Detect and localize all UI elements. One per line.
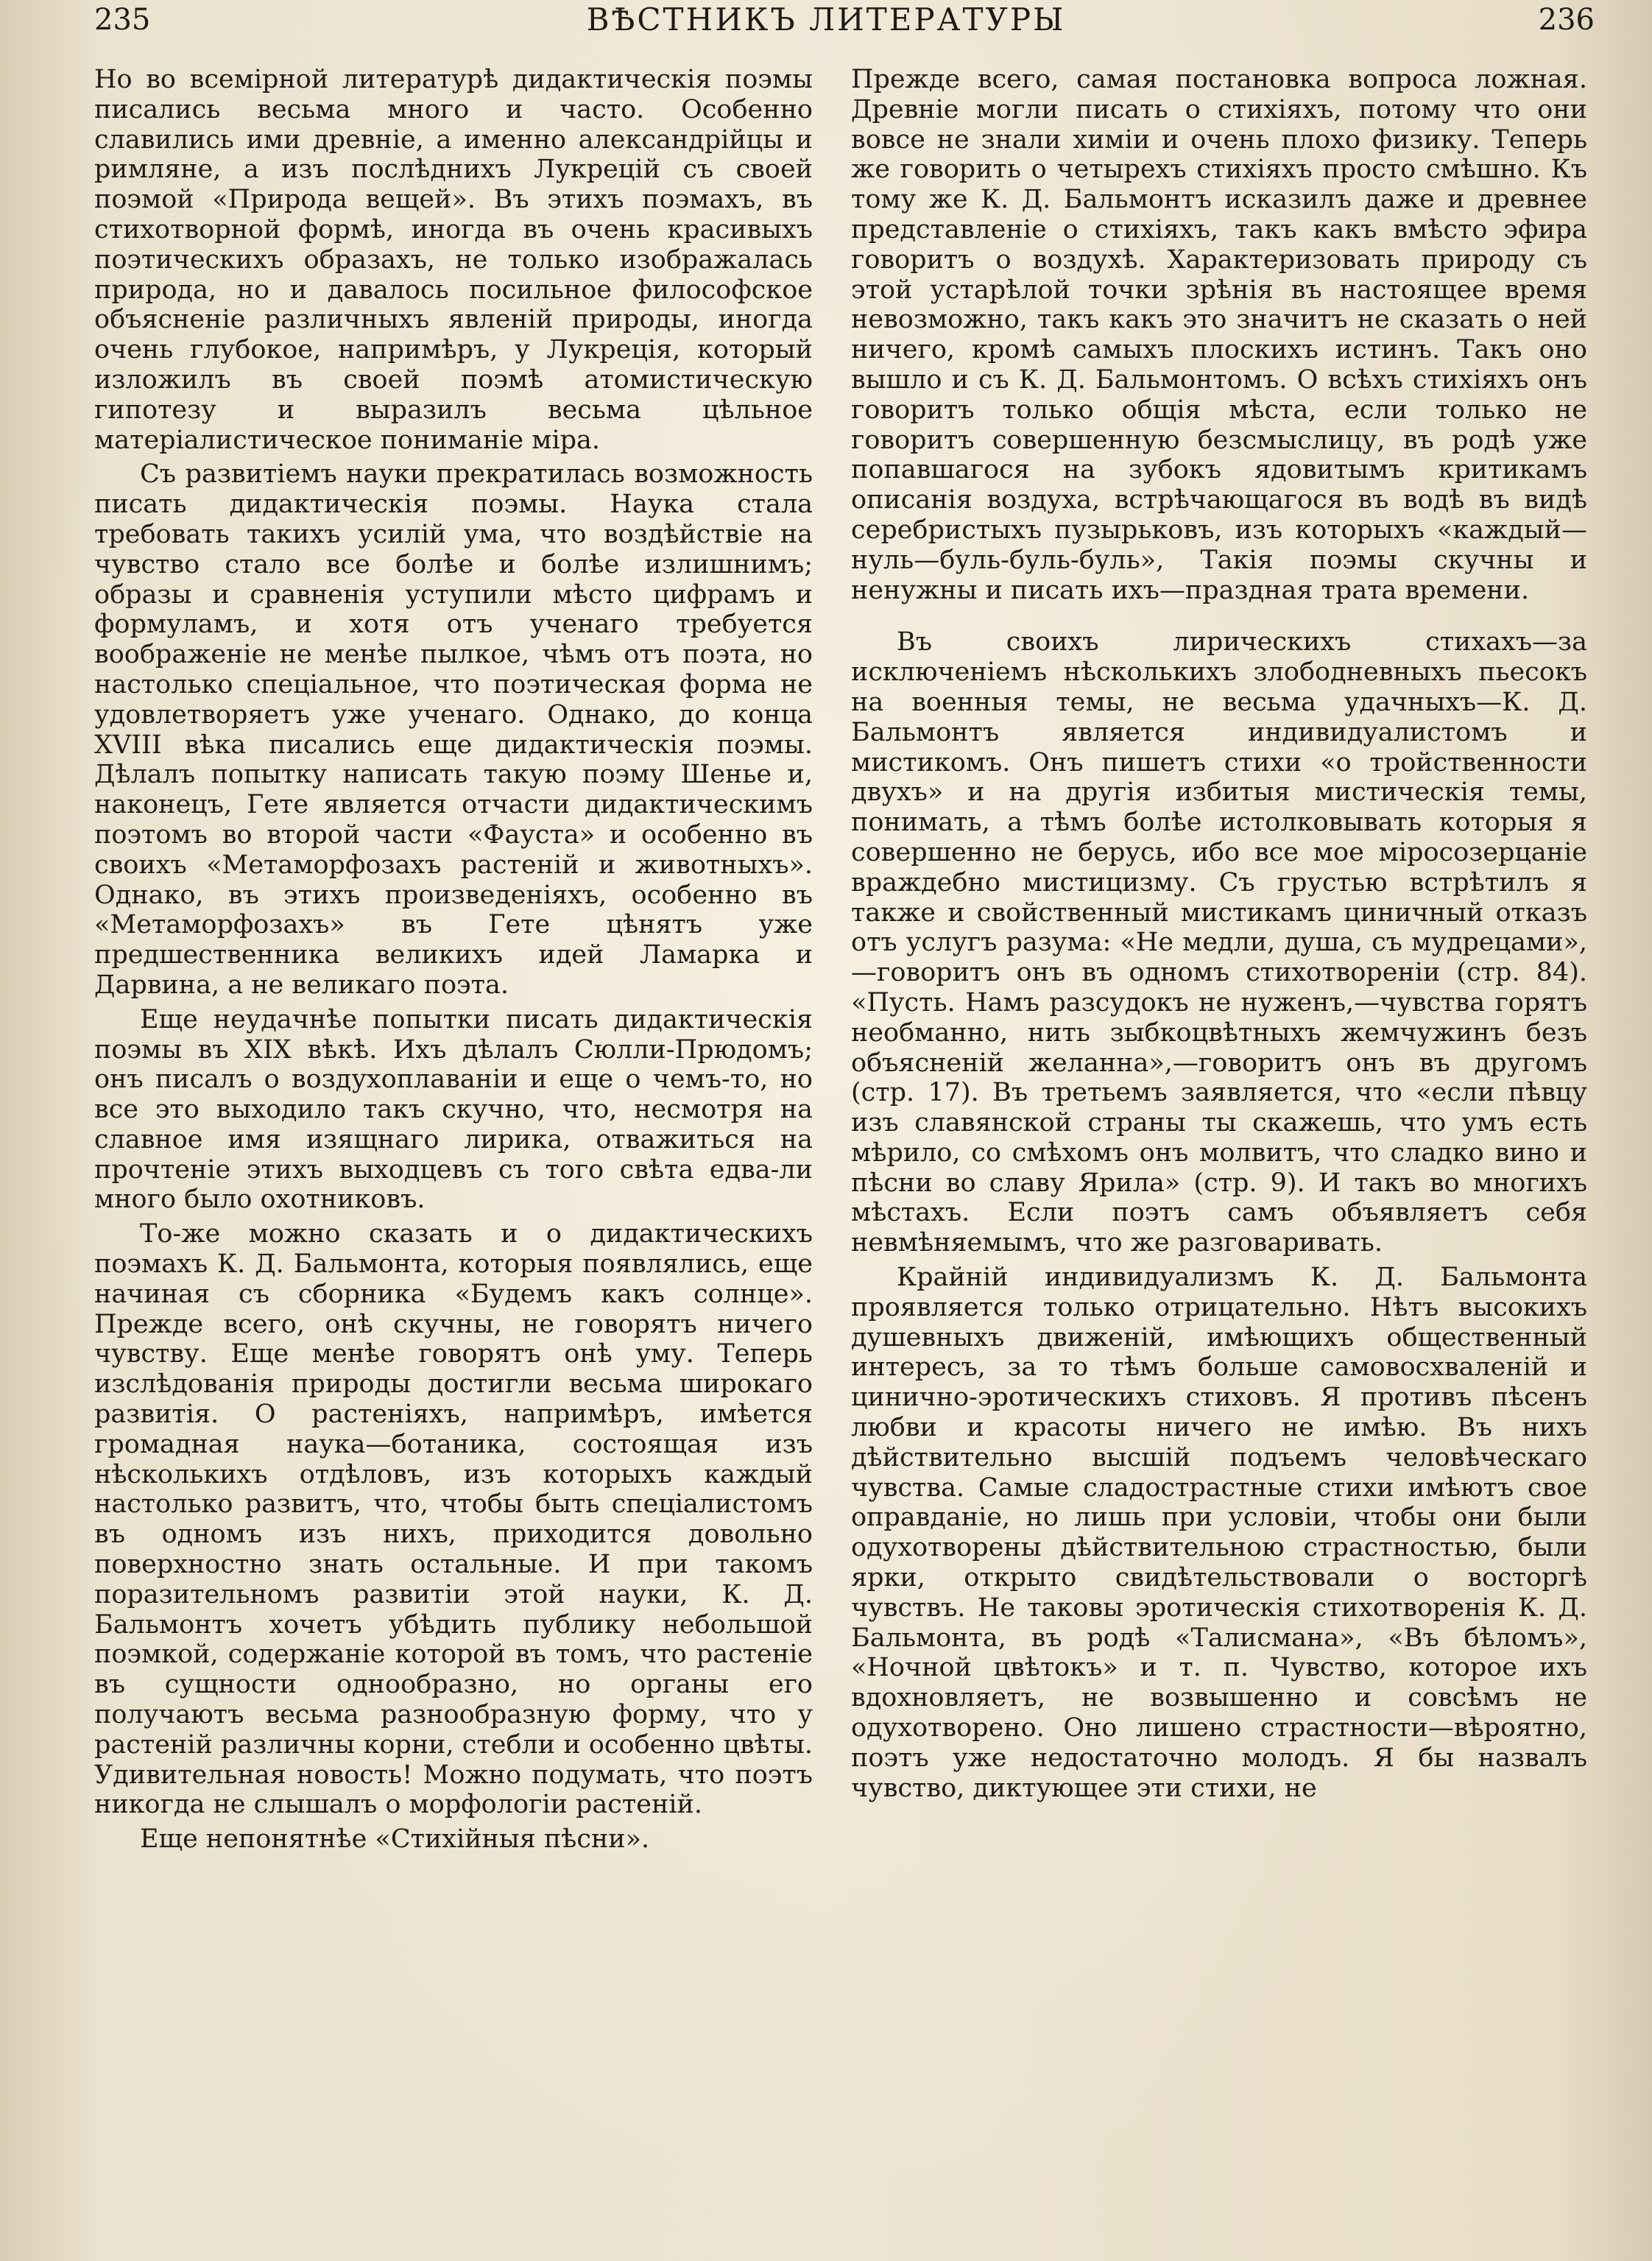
running-title: ВѢСТНИКЪ ЛИТЕРАТУРЫ	[586, 1, 1066, 38]
paragraph: То-же можно сказать и о дидактическихъ поэмахъ К. Д. Бальмонта, которыя появлялись, еще начиная съ сборника «Будемъ какъ солнце». Прежде всего, онѣ скучны, не говорятъ ничего чувству. Еще менѣе говорятъ онѣ уму. Теперь изслѣдованія природы достигли весьма широкаго развитія. О растеніяхъ, напримѣръ, имѣется громадная наука—ботаника, состоящая изъ нѣсколькихъ отдѣловъ, изъ которыхъ каждый настолько развитъ, что, чтобы быть спеціалистомъ въ одномъ изъ нихъ, приходится довольно поверхностно знать остальные. И при такомъ поразительномъ развитіи этой науки, К. Д. Бальмонтъ хочетъ убѣдить публику небольшой поэмкой, содержаніе которой въ томъ, что растеніе въ сущности однообразно, но органы его получаютъ весьма разнообразную форму, что у растеній различны корни, стебли и особенно цвѣты. Удивительная новость! Можно подумать, что поэтъ никогда не слышалъ о морфологіи растеній.	[94, 1219, 813, 1820]
paragraph: Но во всемірной литературѣ дидактическія поэмы писались весьма много и часто. Особенно славились ими древніе, а именно александрійцы и римляне, а изъ послѣднихъ Лукрецій съ своей поэмой «Природа вещей». Въ этихъ поэмахъ, въ стихотворной формѣ, иногда въ очень красивыхъ поэтическихъ образахъ, не только изображалась природа, но и давалось посильное философское объясненіе различныхъ явленій природы, иногда очень глубокое, напримѣръ, у Лукреція, который изложилъ въ своей поэмѣ атомистическую гипотезу и выразилъ весьма цѣльное матеріалистическое пониманіе міра.	[94, 65, 813, 455]
right-column	[851, 65, 1587, 1803]
running-header	[0, 0, 1652, 43]
paragraph: Съ развитіемъ науки прекратилась возможность писать дидактическія поэмы. Наука стала требовать такихъ усилій ума, что воздѣйствіе на чувство стало все болѣе и болѣе излишнимъ; образы и сравненія уступили мѣсто цифрамъ и формуламъ, и хотя отъ ученаго требуется воображеніе не менѣе пылкое, чѣмъ отъ поэта, но настолько спеціальное, что поэтическая форма не удовлетворяетъ уже ученаго. Однако, до конца XVIII вѣка писались еще дидактическія поэмы. Дѣлалъ попытку написать такую поэму Шенье и, наконецъ, Гете является отчасти дидактическимъ поэтомъ во второй части «Фауста» и особенно въ своихъ «Метаморфозахъ растеній и животныхъ». Однако, въ этихъ произведеніяхъ, особенно въ «Метаморфозахъ» въ Гете цѣнятъ уже предшественника великихъ идей Ламарка и Дарвина, а не великаго поэта.	[94, 459, 813, 1000]
paragraph: Еще неудачнѣе попытки писать дидактическія поэмы въ XIX вѣкѣ. Ихъ дѣлалъ Сюлли-Прюдомъ; онъ писалъ о воздухоплаваніи и еще о чемъ-то, но все это выходило такъ скучно, что, несмотря на славное имя изящнаго лирика, отважиться на прочтеніе этихъ выходцевъ съ того свѣта едва-ли много было охотниковъ.	[94, 1004, 813, 1215]
paragraph: Еще непонятнѣе «Стихійныя пѣсни».	[140, 1824, 650, 1855]
paragraph: Крайній индивидуализмъ К. Д. Бальмонта проявляется только отрицательно. Нѣтъ высокихъ душевныхъ движеній, имѣющихъ общественный интересъ, за то тѣмъ больше самовосхваленій и цинично-эротическихъ стиховъ. Я противъ пѣсенъ любви и красоты ничего не имѣю. Въ нихъ дѣйствительно высшій подъемъ человѣческаго чувства. Самые сладострастные стихи имѣютъ свое оправданіе, но лишь при условіи, чтобы они были одухотворены дѣйствительною страстностью, были ярки, открыто свидѣтельствовали о восторгѣ чувствъ. Не таковы эротическія стихотворенія К. Д. Бальмонта, въ родѣ «Талисмана», «Въ бѣломъ», «Ночной цвѣтокъ» и т. п. Чувство, которое ихъ вдохновляетъ, не возвышенно и совсѣмъ не одухотворено. Оно лишено страстности—вѣроятно, поэтъ уже недостаточно молодъ. Я бы назвалъ чувство, диктующее эти стихи, не	[851, 1263, 1587, 1803]
paragraph: Въ своихъ лирическихъ стихахъ—за исключеніемъ нѣсколькихъ злободневныхъ пьесокъ на военныя темы, не весьма удачныхъ—К. Д. Бальмонтъ является индивидуалистомъ и мистикомъ. Онъ пишетъ стихи «о тройственности двухъ» и на другія избитыя мистическія темы, понимать, а тѣмъ болѣе истолковывать которыя я совершенно не берусь, ибо все мое міросозерцаніе враждебно мистицизму. Съ грустью встрѣтилъ я также и свойственный мистикамъ циничный отказъ отъ услугъ разума: «Не медли, душа, съ мудрецами»,—говоритъ онъ въ одномъ стихотвореніи (стр. 84). «Пусть. Намъ разсудокъ не нуженъ,—чувства горятъ необманно, нить зыбкоцвѣтныхъ жемчужинъ безъ объясненій желанна»,—говоритъ онъ въ другомъ (стр. 17). Въ третьемъ заявляется, что «если пѣвцу изъ славянской страны ты скажешь, что умъ есть мѣрило, со смѣхомъ онъ молвитъ, что сладко вино и пѣсни во славу Ярила» (стр. 9). И такъ во многихъ мѣстахъ. Если поэтъ самъ объявляетъ себя невмѣняемымъ, что же разговаривать.	[851, 627, 1587, 1258]
page-number-right: 236	[1538, 3, 1595, 37]
page-number-left: 235	[94, 3, 151, 37]
paragraph: Прежде всего, самая постановка вопроса ложная. Древніе могли писать о стихіяхъ, потому что они вовсе не знали химіи и очень плохо физику. Теперь же говорить о четырехъ стихіяхъ просто смѣшно. Къ тому же К. Д. Бальмонтъ исказилъ даже и древнее представленіе о стихіяхъ, такъ какъ вмѣсто эфира говоритъ о воздухѣ. Характеризовать природу съ этой устарѣлой точки зрѣнія въ настоящее время невозможно, такъ какъ это значитъ не сказать о ней ничего, кромѣ самыхъ плоскихъ истинъ. Такъ оно вышло и съ К. Д. Бальмонтомъ. О всѣхъ стихіяхъ онъ говоритъ только общія мѣста, если только не говоритъ совершенную безсмыслицу, въ родѣ уже попавшагося на зубокъ ядовитымъ критикамъ описанія воздуха, встрѣчающагося въ водѣ въ видѣ серебристыхъ пузырьковъ, изъ которыхъ «каждый—нуль—буль-буль-буль», Такія поэмы скучны и ненужны и писать ихъ—праздная трата времени.	[851, 65, 1587, 605]
left-column	[94, 65, 813, 1855]
